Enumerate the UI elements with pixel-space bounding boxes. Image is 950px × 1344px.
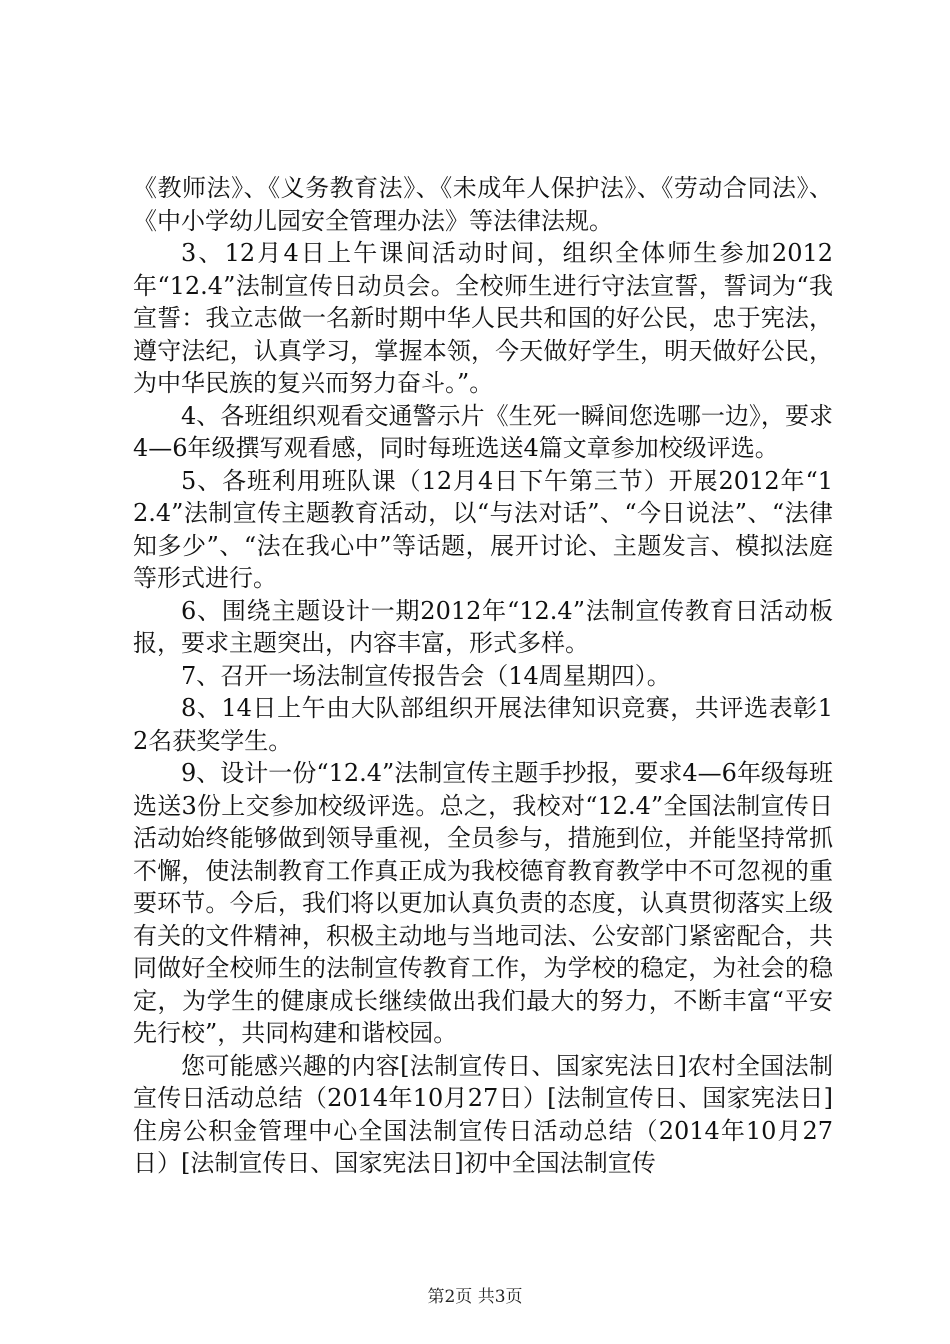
paragraph-laws-list: 《教师法》、《义务教育法》、《未成年人保护法》、《劳动合同法》、《中小学幼儿园安全管理办法》等法律法规。 xyxy=(133,174,833,235)
paragraph-item-4: 4、各班组织观看交通警示片《生死一瞬间您选哪一边》，要求4—6年级撰写观看感，同时每班选送4篇文章参加校级评选。 xyxy=(133,401,833,462)
paragraph-item-9: 9、设计一份“12.4”法制宣传主题手抄报，要求4—6年级每班选送3份上交参加校级评选。总之，我校对“12.4”全国法制宣传日活动始终能够做到领导重视，全员参与，措施到位，并能坚持常抓不懈，使法制教育工作真正成为我校德育教育教学中不可忽视的重要环节。今后，我们将以更加认真负责的态度，认真贯彻落实上级有关的文件精神，积极主动地与当地司法、公安部门紧密配合，共同做好全校师生的法制宣传教育工作，为学校的稳定，为社会的稳定，为学生的健康成长继续做出我们最大的努力，不断丰富“平安先行校”，共同构建和谐校园。 xyxy=(133,759,833,1047)
paragraph-item-5: 5、各班利用班队课（12月4日下午第三节）开展2012年“12.4”法制宣传主题教育活动，以“与法对话”、“今日说法”、“法律知多少”、“法在我心中”等话题，展开讨论、主题发言、模拟法庭等形式进行。 xyxy=(133,466,833,592)
paragraph-item-6: 6、围绕主题设计一期2012年“12.4”法制宣传教育日活动板报，要求主题突出，内容丰富，形式多样。 xyxy=(133,596,833,657)
paragraph-item-7: 7、召开一场法制宣传报告会（14周星期四）。 xyxy=(181,661,671,690)
page-footer: 第2页 共3页 xyxy=(427,1287,523,1307)
paragraph-item-3: 3、12月4日上午课间活动时间，组织全体师生参加2012年“12.4”法制宣传日动员会。全校师生进行守法宣誓，誓词为“我宣誓：我立志做一名新时期中华人民共和国的好公民，忠于宪法，遵守法纪，认真学习，掌握本领，今天做好学生，明天做好公民，为中华民族的复兴而努力奋斗。”。 xyxy=(133,239,833,397)
paragraph-related-content: 您可能感兴趣的内容[法制宣传日、国家宪法日]农村全国法制宣传日活动总结（2014年10月27日）[法制宣传日、国家宪法日]住房公积金管理中心全国法制宣传日活动总结（2014年10月27日）[法制宣传日、国家宪法日]初中全国法制宣传 xyxy=(133,1051,833,1177)
paragraph-item-8: 8、14日上午由大队部组织开展法律知识竞赛，共评选表彰12名获奖学生。 xyxy=(133,694,833,755)
document-body xyxy=(133,172,833,1180)
